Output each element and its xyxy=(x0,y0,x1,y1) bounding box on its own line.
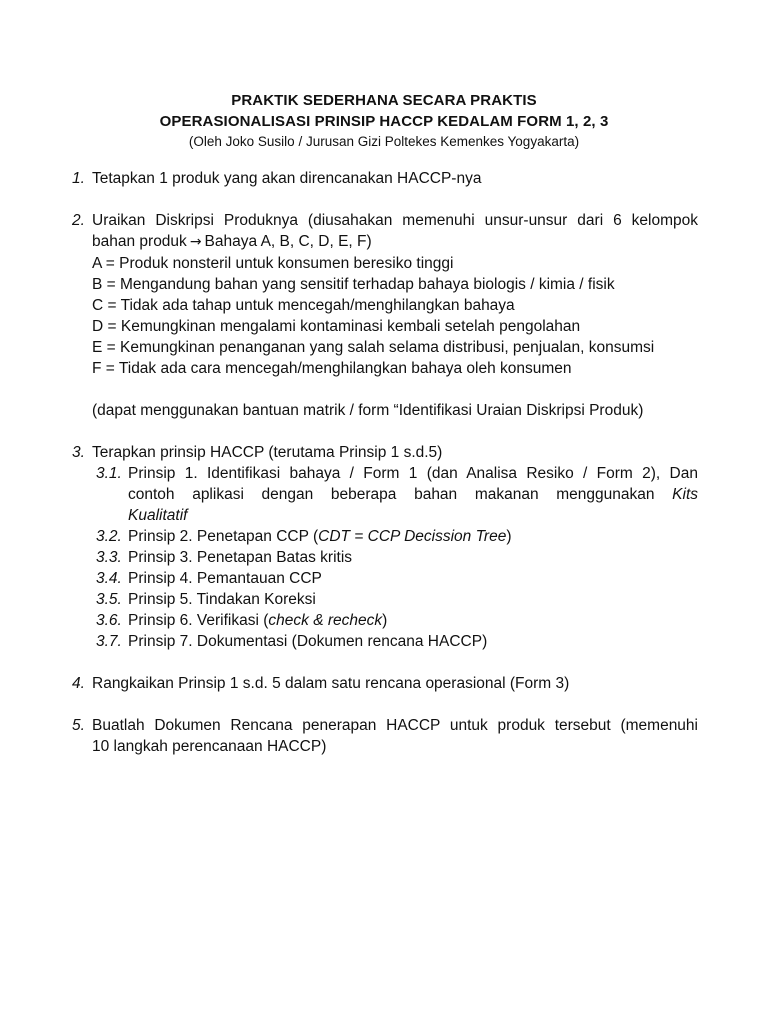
list-item-5 xyxy=(72,715,698,757)
sub-item-3-2 xyxy=(72,526,698,547)
sub-item-text-post: ) xyxy=(506,528,512,545)
list-item-3 xyxy=(72,442,698,463)
item-text-line-2-pre: bahan produk xyxy=(92,233,187,250)
spacer xyxy=(72,189,698,210)
document-header xyxy=(0,90,768,151)
spacer xyxy=(72,652,698,673)
item-text-line-2: 10 langkah perencanaan HACCP) xyxy=(92,738,327,755)
spacer xyxy=(72,694,698,715)
item-number: 2. xyxy=(72,212,85,229)
hazard-category-a: A = Produk nonsteril untuk konsumen beresiko tinggi xyxy=(92,255,454,272)
sub-item-text: Prinsip 3. Penetapan Batas kritis xyxy=(128,549,353,566)
sub-item-text-pre: Prinsip 6. Verifikasi ( xyxy=(128,612,269,629)
list-item-1 xyxy=(72,168,698,189)
sub-item-number: 3.6. xyxy=(96,612,122,629)
sub-item-text: Prinsip 5. Tindakan Koreksi xyxy=(128,591,316,608)
kits-kualitatif-second-word: Kualitatif xyxy=(128,507,188,524)
sub-item-3-3 xyxy=(72,547,698,568)
sub-item-3-4 xyxy=(72,568,698,589)
sub-item-text-post: ) xyxy=(382,612,388,629)
hazard-category-e: E = Kemungkinan penanganan yang salah selama distribusi, penjualan, konsumsi xyxy=(92,339,655,356)
sub-item-number: 3.7. xyxy=(96,633,122,650)
sub-item-text-line-1: Prinsip 1. Identifikasi bahaya / Form 1 (dan Analisa Resiko / Form 2), Dan xyxy=(128,465,698,482)
sub-item-text: Prinsip 4. Pemantauan CCP xyxy=(128,570,322,587)
item-number: 5. xyxy=(72,717,85,734)
sub-item-number: 3.2. xyxy=(96,528,122,545)
sub-item-number: 3.3. xyxy=(96,549,122,566)
title-line-1: PRAKTIK SEDERHANA SECARA PRAKTIS xyxy=(231,92,537,109)
sub-item-text-pre: Prinsip 2. Penetapan CCP ( xyxy=(128,528,319,545)
item-text-line-2-post: Bahaya A, B, C, D, E, F) xyxy=(204,233,372,250)
sub-item-text: Prinsip 7. Dokumentasi (Dokumen rencana HACCP) xyxy=(128,633,488,650)
author-subtitle: (Oleh Joko Susilo / Jurusan Gizi Poltekes Kemenkes Yogyakarta) xyxy=(188,134,580,149)
item-text: Rangkaikan Prinsip 1 s.d. 5 dalam satu rencana operasional (Form 3) xyxy=(92,675,570,692)
sub-item-3-5 xyxy=(72,589,698,610)
list-item-4 xyxy=(72,673,698,694)
kits-kualitatif-first-word: Kits xyxy=(672,486,698,503)
spacer xyxy=(92,379,698,400)
sub-item-3-1 xyxy=(72,463,698,526)
sub-item-number: 3.5. xyxy=(96,591,122,608)
sub-item-number: 3.4. xyxy=(96,570,122,587)
sub-item-text-italic: check & recheck xyxy=(268,612,383,629)
item-number: 1. xyxy=(72,170,85,187)
sub-item-text-line-2 xyxy=(128,484,698,505)
hazard-category-f: F = Tidak ada cara mencegah/menghilangkan bahaya oleh konsumen xyxy=(92,360,572,377)
right-arrow-icon: → xyxy=(189,234,202,250)
sub-item-number: 3.1. xyxy=(96,465,122,482)
hazard-category-c: C = Tidak ada tahap untuk mencegah/menghilangkan bahaya xyxy=(92,297,515,314)
item-text-line-1: Uraikan Diskripsi Produknya (diusahakan memenuhi unsur-unsur dari 6 kelompok xyxy=(92,212,698,229)
sub-item-text-italic: CDT = CCP Decission Tree xyxy=(318,528,507,545)
hazard-category-b: B = Mengandung bahan yang sensitif terhadap bahaya biologis / kimia / fisik xyxy=(92,276,615,293)
item-text-line-2 xyxy=(92,231,698,253)
item-number: 4. xyxy=(72,675,85,692)
list-item-2 xyxy=(72,210,698,421)
sub-item-3-7 xyxy=(72,631,698,652)
spacer xyxy=(72,421,698,442)
item-note: (dapat menggunakan bantuan matrik / form “Identifikasi Uraian Diskripsi Produk) xyxy=(92,402,644,419)
sub-item-text-line-3 xyxy=(128,505,698,526)
item-text: Terapkan prinsip HACCP (terutama Prinsip 1 s.d.5) xyxy=(92,444,443,461)
document-body xyxy=(72,168,698,757)
item-text-line-1: Buatlah Dokumen Rencana penerapan HACCP untuk produk tersebut (memenuhi xyxy=(92,717,698,734)
item-number: 3. xyxy=(72,444,85,461)
sub-item-text-line-2-plain: contoh aplikasi dengan beberapa bahan makanan menggunakan xyxy=(128,486,655,503)
sub-item-3-6 xyxy=(72,610,698,631)
hazard-category-d: D = Kemungkinan mengalami kontaminasi kembali setelah pengolahan xyxy=(92,318,581,335)
title-line-2: OPERASIONALISASI PRINSIP HACCP KEDALAM FORM 1, 2, 3 xyxy=(159,113,609,130)
item-text: Tetapkan 1 produk yang akan direncanakan HACCP-nya xyxy=(92,170,482,187)
